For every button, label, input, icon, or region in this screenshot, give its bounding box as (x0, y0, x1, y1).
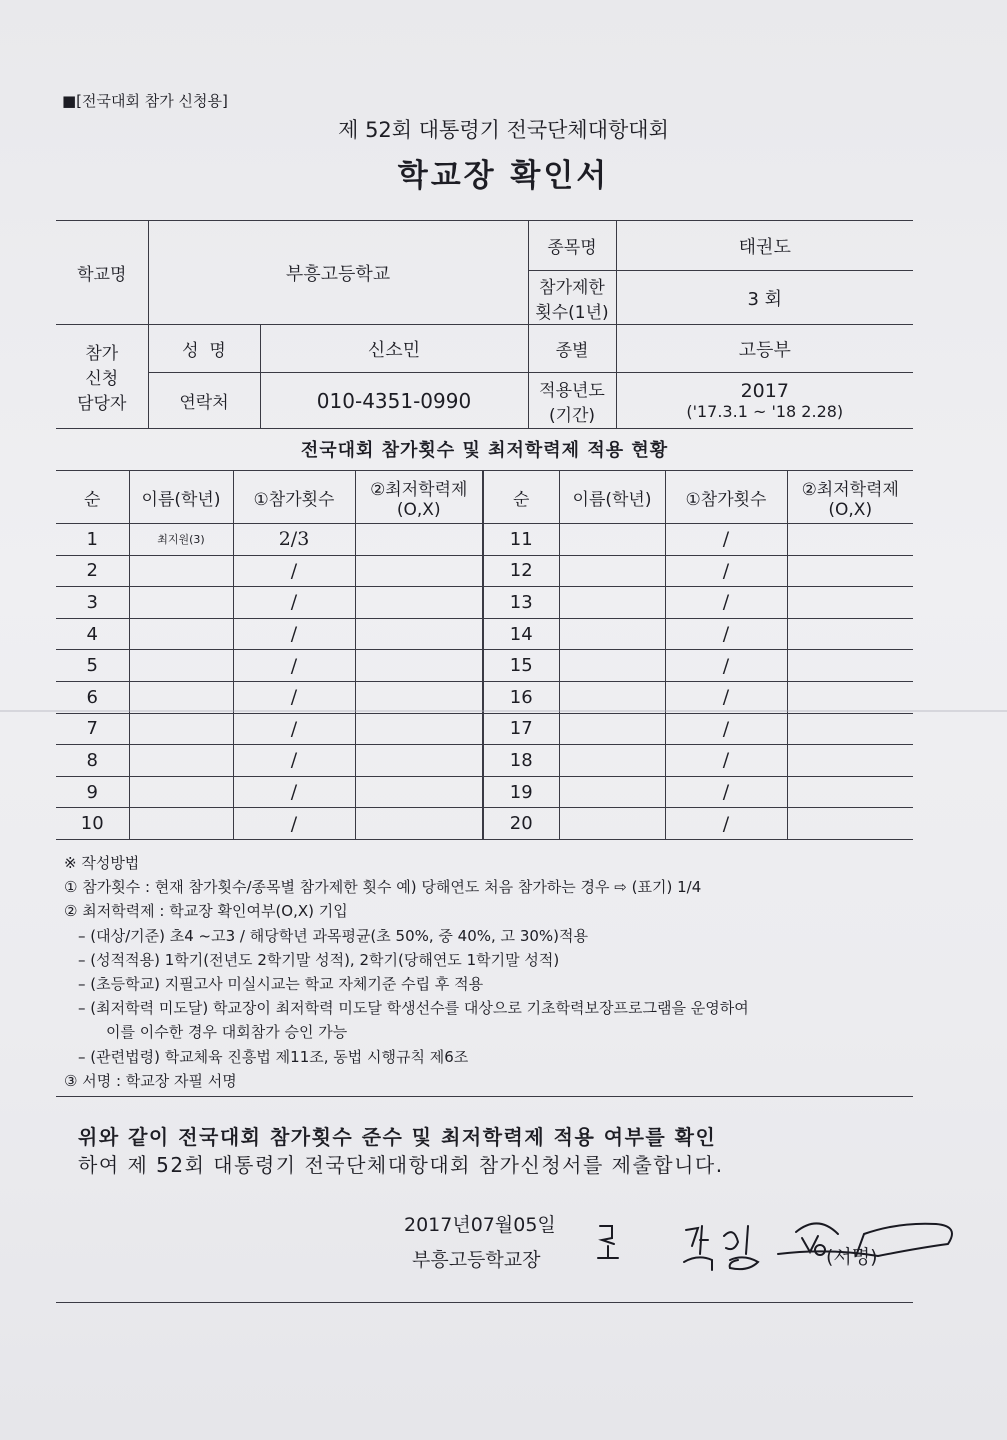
min-grade-cell (787, 618, 913, 650)
limit-label: 참가제한 횟수(1년) (528, 271, 616, 325)
student-name-cell (559, 587, 665, 619)
student-name-cell (559, 555, 665, 587)
instructions-heading: ※ 작성방법 (64, 854, 140, 872)
col-no: 순 (483, 471, 559, 524)
row-number: 15 (483, 650, 559, 682)
min-grade-cell (787, 587, 913, 619)
participation-count-cell: / (233, 555, 355, 587)
min-grade-cell (355, 713, 483, 745)
table-row (56, 713, 913, 745)
student-name-cell (559, 745, 665, 777)
instruction-subitem: – (대상/기준) 초4 ~고3 / 해당학년 과목평균(초 50%, 중 40%, 고 30%)적용 (78, 926, 588, 945)
confirmation-statement (78, 1123, 908, 1179)
row-number: 9 (56, 776, 129, 808)
student-name-cell (129, 650, 233, 682)
min-grade-cell (355, 618, 483, 650)
sport-value: 태권도 (616, 221, 913, 271)
row-number: 7 (56, 713, 129, 745)
student-name-cell (559, 681, 665, 713)
table-header-row (56, 471, 913, 524)
contact-label: 연락처 (148, 373, 260, 429)
student-name-cell (559, 713, 665, 745)
principal-signature (588, 1196, 978, 1286)
table-row (56, 681, 913, 713)
participation-count-cell: / (665, 745, 787, 777)
min-grade-cell (355, 776, 483, 808)
manager-label: 참가 신청 담당자 (56, 325, 148, 429)
table-row (56, 808, 913, 840)
participation-count-cell: / (665, 808, 787, 840)
row-number: 18 (483, 745, 559, 777)
student-name-cell (129, 745, 233, 777)
min-grade-cell (355, 650, 483, 682)
row-number: 19 (483, 776, 559, 808)
instructions (64, 851, 934, 1093)
student-name-cell (559, 618, 665, 650)
participation-status-table (56, 470, 913, 840)
participation-count-cell: / (233, 681, 355, 713)
student-name-cell (129, 713, 233, 745)
student-name-cell (129, 555, 233, 587)
instruction-subitem: – (초등학교) 지필고사 미실시교는 학교 자체기준 수립 후 적용 (78, 975, 484, 994)
student-name-cell: 최지원(3) (129, 524, 233, 556)
table-row (56, 555, 913, 587)
division-label: 종별 (528, 325, 616, 373)
division-value: 고등부 (616, 325, 913, 373)
manager-name-value: 신소민 (260, 325, 528, 373)
row-number: 14 (483, 618, 559, 650)
min-grade-cell (787, 776, 913, 808)
manager-name-label: 성 명 (148, 325, 260, 373)
student-name-cell (559, 524, 665, 556)
participation-count-cell: 2/3 (233, 524, 355, 556)
divider (56, 1302, 913, 1303)
student-name-cell (129, 587, 233, 619)
instruction-subitem: – (관련법령) 학교체육 진흥법 제11조, 동법 시행규칙 제6조 (78, 1047, 469, 1066)
limit-value: 3 회 (616, 271, 913, 325)
row-number: 8 (56, 745, 129, 777)
row-number: 1 (56, 524, 129, 556)
row-number: 6 (56, 681, 129, 713)
min-grade-cell (355, 808, 483, 840)
participation-count-cell: / (665, 776, 787, 808)
row-number: 5 (56, 650, 129, 682)
instruction-item: ③ 서명 : 학교장 자필 서명 (64, 1071, 237, 1090)
row-number: 12 (483, 555, 559, 587)
instruction-subitem-cont: 이를 이수한 경우 대회참가 승인 가능 (106, 1023, 348, 1042)
min-grade-cell (787, 555, 913, 587)
table-row (56, 524, 913, 556)
min-grade-cell (355, 681, 483, 713)
instruction-subitem: – (최저학력 미도달) 학교장이 최저학력 미도달 학생선수를 대상으로 기초학력보장프로그램을 운영하여 (78, 999, 749, 1018)
contact-value: 010-4351-0990 (260, 373, 528, 429)
row-number: 4 (56, 618, 129, 650)
row-number: 11 (483, 524, 559, 556)
row-number: 20 (483, 808, 559, 840)
col-count: ①참가횟수 (665, 471, 787, 524)
participation-count-cell: / (665, 618, 787, 650)
min-grade-cell (355, 745, 483, 777)
document-title: 학교장 확인서 (397, 158, 610, 194)
min-grade-cell (355, 555, 483, 587)
min-grade-cell (787, 650, 913, 682)
min-grade-cell (355, 587, 483, 619)
instruction-item: ② 최저학력제 : 학교장 확인여부(O,X) 기입 (64, 902, 348, 921)
principal-label: 부흥고등학교장 (412, 1249, 541, 1271)
min-grade-cell (787, 524, 913, 556)
participation-count-cell: / (233, 745, 355, 777)
col-name: 이름(학년) (559, 471, 665, 524)
row-number: 17 (483, 713, 559, 745)
participation-count-cell: / (233, 713, 355, 745)
participation-count-cell: / (665, 555, 787, 587)
participation-count-cell: / (665, 713, 787, 745)
row-number: 13 (483, 587, 559, 619)
row-number: 16 (483, 681, 559, 713)
participation-count-cell: / (233, 776, 355, 808)
school-name-label: 학교명 (56, 221, 148, 325)
student-name-cell (129, 808, 233, 840)
col-no: 순 (56, 471, 129, 524)
row-number: 2 (56, 555, 129, 587)
col-min-grade: ②최저학력제 (O,X) (355, 471, 483, 524)
student-name-cell (559, 808, 665, 840)
participation-count-cell: / (665, 681, 787, 713)
divider (56, 1096, 913, 1097)
student-name-cell (129, 618, 233, 650)
school-info-table (56, 220, 913, 429)
min-grade-cell (787, 681, 913, 713)
student-name-cell (559, 776, 665, 808)
instruction-subitem: – (성적적용) 1학기(전년도 2학기말 성적), 2학기(당해연도 1학기말 성적) (78, 950, 560, 969)
row-number: 3 (56, 587, 129, 619)
instruction-item: ① 참가횟수 : 현재 참가횟수/종목별 참가제한 횟수 예) 당해연도 처음 참가하는 경우 ⇨ (표기) 1/4 (64, 878, 702, 897)
student-name-cell (129, 681, 233, 713)
participation-count-cell: / (233, 587, 355, 619)
sport-label: 종목명 (528, 221, 616, 271)
col-count: ①참가횟수 (233, 471, 355, 524)
table-row (56, 776, 913, 808)
min-grade-cell (787, 745, 913, 777)
participation-count-cell: / (233, 808, 355, 840)
table-row (56, 745, 913, 777)
table-row (56, 650, 913, 682)
table-row (56, 587, 913, 619)
school-name-value: 부흥고등학교 (148, 221, 528, 325)
student-name-cell (129, 776, 233, 808)
participation-count-cell: / (233, 650, 355, 682)
min-grade-cell (355, 524, 483, 556)
participation-count-cell: / (665, 587, 787, 619)
year-label: 적용년도 (기간) (528, 373, 616, 429)
participation-count-cell: / (665, 524, 787, 556)
row-number: 10 (56, 808, 129, 840)
min-grade-cell (787, 808, 913, 840)
participation-count-cell: / (233, 618, 355, 650)
submission-date: 2017년07월05일 (404, 1214, 556, 1236)
student-name-cell (559, 650, 665, 682)
status-section-title: 전국대회 참가횟수 및 최저학력제 적용 현황 (300, 440, 669, 461)
form-type-tag: ■[전국대회 참가 신청용] (62, 92, 228, 110)
table-row (56, 618, 913, 650)
signature-mark-label: (서명) (826, 1246, 878, 1268)
year-value: 2017 ('17.3.1 ~ '18 2.28) (616, 373, 913, 429)
col-min-grade: ②최저학력제 (O,X) (787, 471, 913, 524)
confirmation-line-1: 위와 같이 전국대회 참가횟수 준수 및 최저학력제 적용 여부를 확인 (78, 1125, 717, 1149)
confirmation-line-2: 하여 제 52회 대통령기 전국단체대항대회 참가신청서를 제출합니다. (78, 1153, 724, 1177)
min-grade-cell (787, 713, 913, 745)
event-title: 제 52회 대통령기 전국단체대항대회 (338, 118, 669, 142)
col-name: 이름(학년) (129, 471, 233, 524)
participation-count-cell: / (665, 650, 787, 682)
